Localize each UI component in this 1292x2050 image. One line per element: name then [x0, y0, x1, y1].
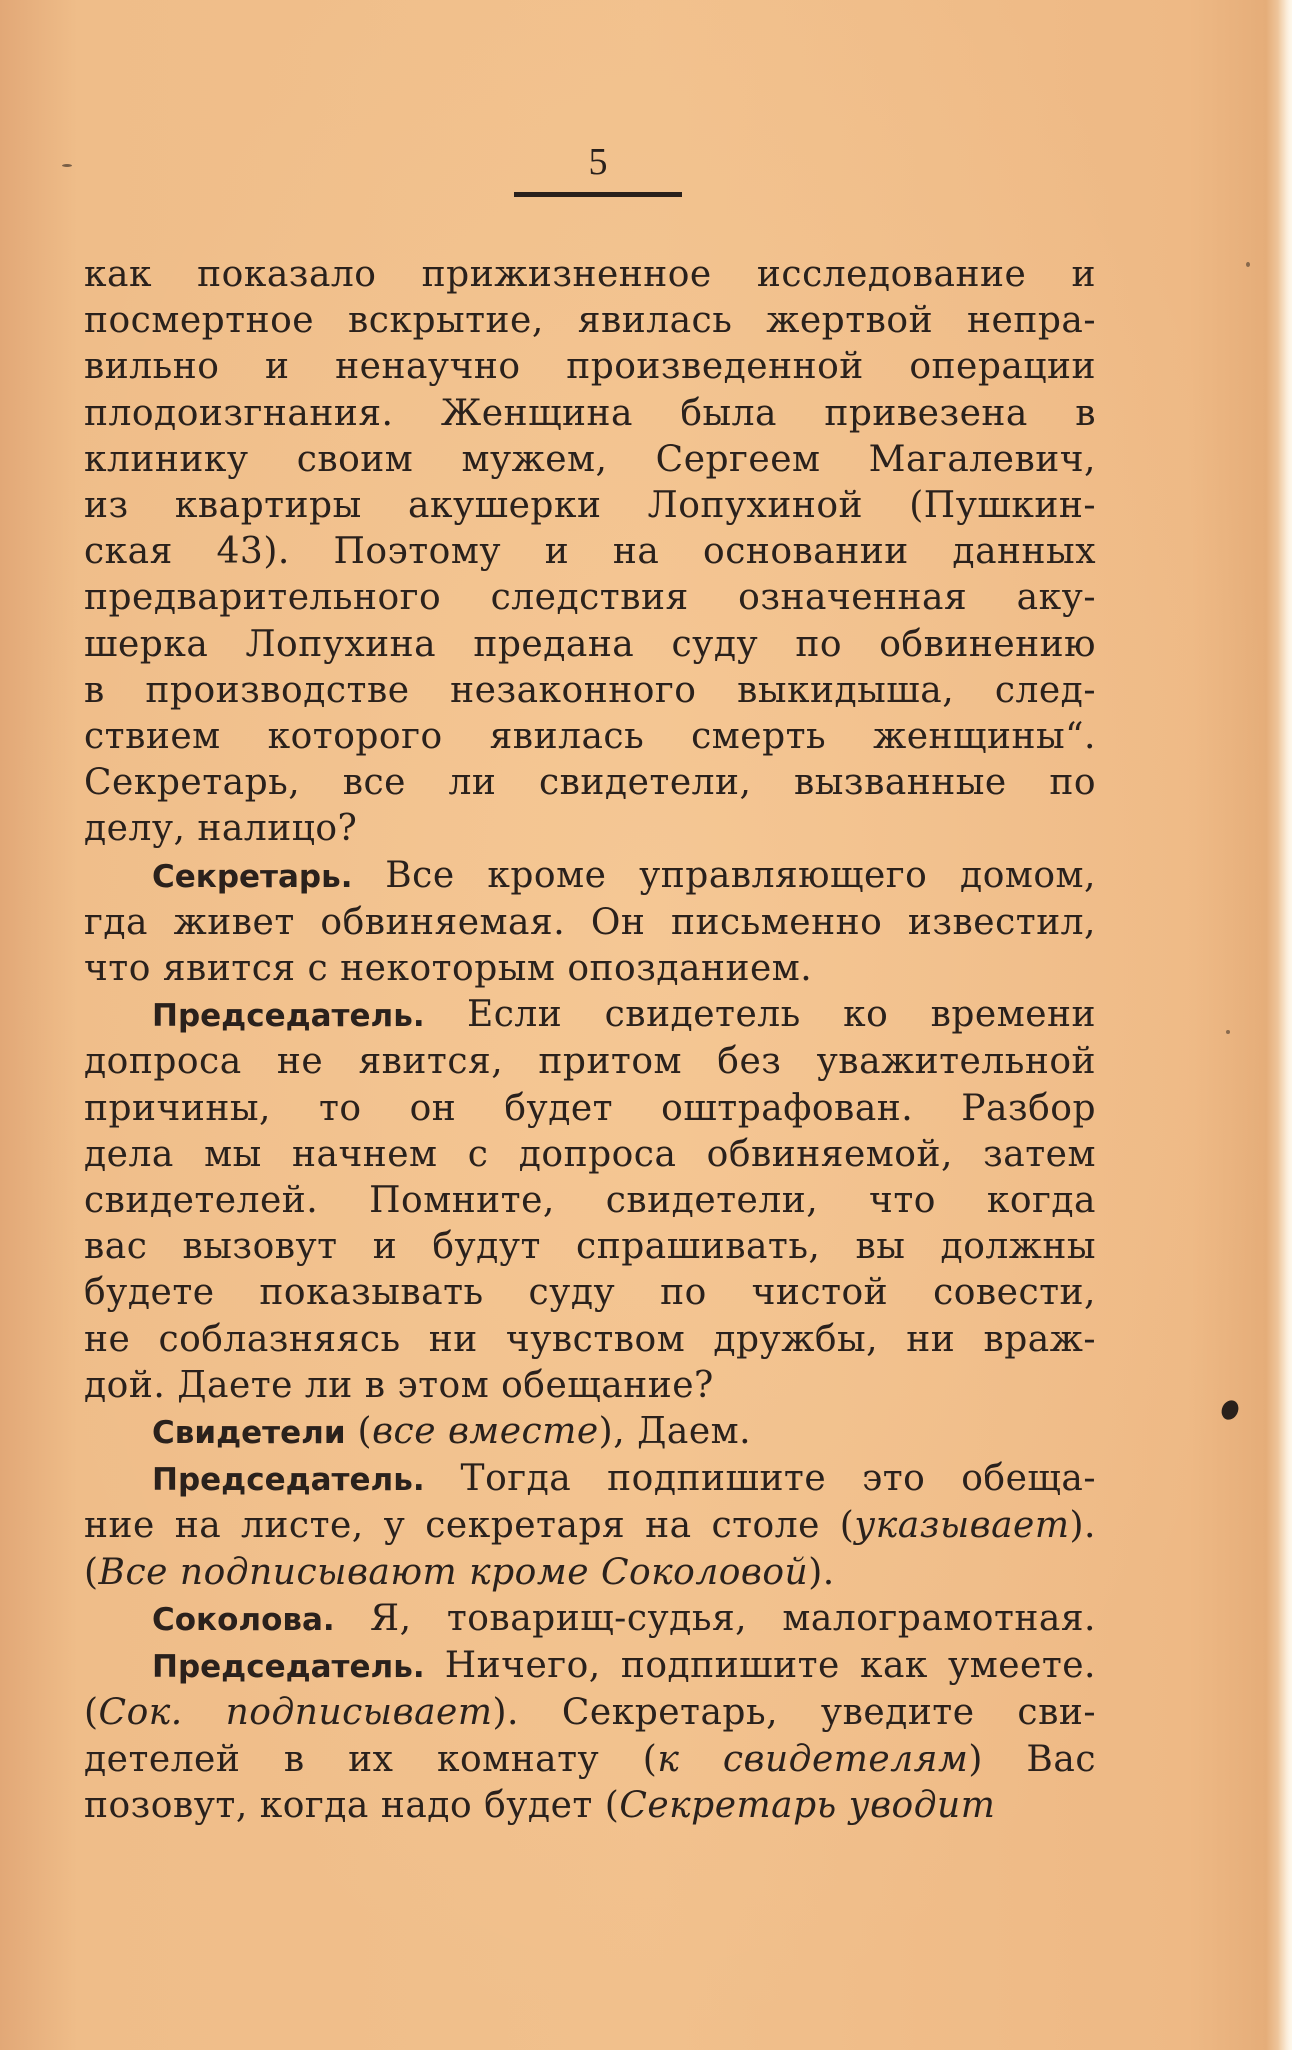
text-line — [84, 1132, 1096, 1178]
stage-direction: к свидетелям — [657, 1738, 969, 1780]
line-text: причины, то он будет оштрафован. Разбор — [84, 1087, 1096, 1129]
line-text: посмертное вскрытие, явилась жертвой непра- — [84, 300, 1096, 342]
line-text: Все кроме управляющего домом, — [352, 854, 1096, 896]
text-line — [84, 900, 1096, 946]
stage-direction: Секретарь уводит — [619, 1784, 996, 1826]
line-text: позовут, когда надо будет ( — [84, 1784, 620, 1826]
text-line — [84, 483, 1096, 529]
text-line — [84, 668, 1096, 714]
line-text: дела мы начнем с допроса обвиняемой, затем — [84, 1133, 1096, 1175]
line-text: ). Секретарь, уведите сви- — [492, 1692, 1096, 1734]
line-text: делу, налицо? — [84, 808, 358, 850]
line-text: свидетелей. Помните, свидетели, что когда — [84, 1180, 1096, 1222]
text-line — [84, 298, 1096, 344]
line-text: шерка Лопухина предана суду по обвинению — [84, 623, 1096, 665]
speaker-name: Председатель. — [152, 998, 425, 1035]
line-text: в производстве незаконного выкидыша, след- — [84, 669, 1096, 711]
line-text: ) Вас — [968, 1738, 1096, 1780]
line-text: дой. Даете ли в этом обещание? — [84, 1364, 714, 1406]
text-line — [84, 1690, 1096, 1736]
ink-speck — [1246, 262, 1250, 267]
speech-line — [84, 992, 1096, 1039]
line-text: ние на листе, у секретаря на столе ( — [84, 1505, 855, 1547]
line-text: ствием которого явилась смерть женщины“. — [84, 716, 1096, 758]
ink-speck — [1219, 1398, 1242, 1423]
line-text: ), Даем. — [598, 1411, 752, 1453]
body-text — [84, 252, 1096, 1829]
speech-line — [84, 1643, 1096, 1690]
stage-direction: Все подписывают кроме Соколовой — [98, 1551, 809, 1593]
speech-line — [84, 1596, 1096, 1643]
line-text: гда живет обвиняемая. Он письменно известил, — [84, 901, 1096, 943]
line-text: ). — [808, 1551, 835, 1593]
line-text: Секретарь, все ли свидетели, вызванные по — [84, 762, 1096, 804]
text-line — [84, 1503, 1096, 1549]
line-text: Ничего, подпишите как умеете. — [424, 1645, 1096, 1687]
text-line — [84, 760, 1096, 806]
line-text: Тогда подпишите это обеща- — [424, 1458, 1096, 1500]
line-text: ). — [1069, 1505, 1096, 1547]
text-line — [84, 1363, 1096, 1409]
line-text: не соблазняясь ни чувством дружбы, ни враж- — [84, 1318, 1096, 1360]
speaker-name: Соколова. — [152, 1601, 335, 1638]
line-text: вильно и ненаучно произведенной операции — [84, 346, 1096, 388]
line-text: ( — [84, 1551, 99, 1593]
text-line — [84, 1783, 1096, 1829]
text-line — [84, 1224, 1096, 1270]
text-line — [84, 344, 1096, 390]
line-text: детелей в их комнату ( — [84, 1738, 658, 1780]
line-text: Я, товарищ-судья, малограмотная. — [334, 1597, 1096, 1639]
page-number: 5 — [588, 141, 608, 183]
text-line — [84, 1550, 1096, 1596]
ink-speck — [62, 164, 72, 167]
text-line — [84, 622, 1096, 668]
text-line — [84, 391, 1096, 437]
line-text: ская 43). Поэтому и на основании данных — [84, 531, 1096, 573]
text-line — [84, 575, 1096, 621]
speech-line — [84, 1456, 1096, 1503]
text-line — [84, 437, 1096, 483]
text-line — [84, 946, 1096, 992]
header-rule — [514, 192, 682, 197]
line-text: что явится с некоторым опозданием. — [84, 948, 813, 990]
text-line — [84, 1737, 1096, 1783]
text-line — [84, 1270, 1096, 1316]
ink-speck — [1226, 1030, 1230, 1034]
line-text: клинику своим мужем, Сергеем Магалевич, — [84, 438, 1096, 480]
stage-direction: все вместе — [372, 1411, 599, 1453]
line-text: Если свидетель ко времени — [424, 994, 1096, 1036]
speech-line — [84, 1409, 1096, 1456]
stage-direction: указывает — [854, 1505, 1070, 1547]
line-text: из квартиры акушерки Лопухиной (Пушкин- — [84, 485, 1096, 527]
line-text: вас вызовут и будут спрашивать, вы должны — [84, 1226, 1096, 1268]
text-line — [84, 529, 1096, 575]
speaker-name: Секретарь. — [152, 858, 353, 895]
line-text: ( — [84, 1692, 99, 1734]
line-text: ( — [345, 1411, 373, 1453]
text-line — [84, 1086, 1096, 1132]
speaker-name: Свидетели — [152, 1415, 346, 1452]
page-edge-shadow — [1278, 0, 1292, 2050]
line-text: как показало прижизненное исследование и — [84, 254, 1096, 295]
line-text: плодоизгнания. Женщина была привезена в — [84, 392, 1096, 434]
text-line — [84, 806, 1096, 852]
line-text: будете показывать суду по чистой совести, — [84, 1272, 1096, 1314]
text-line — [84, 1039, 1096, 1085]
line-text: допроса не явится, притом без уважительной — [84, 1041, 1096, 1083]
speech-line — [84, 853, 1096, 900]
line-text: предварительного следствия означенная аку- — [84, 577, 1096, 619]
text-line — [84, 252, 1096, 298]
text-line — [84, 714, 1096, 760]
text-line — [84, 1317, 1096, 1363]
speaker-name: Председатель. — [152, 1649, 425, 1686]
speaker-name: Председатель. — [152, 1462, 425, 1499]
text-line — [84, 1178, 1096, 1224]
stage-direction: Сок. подписывает — [98, 1692, 493, 1734]
